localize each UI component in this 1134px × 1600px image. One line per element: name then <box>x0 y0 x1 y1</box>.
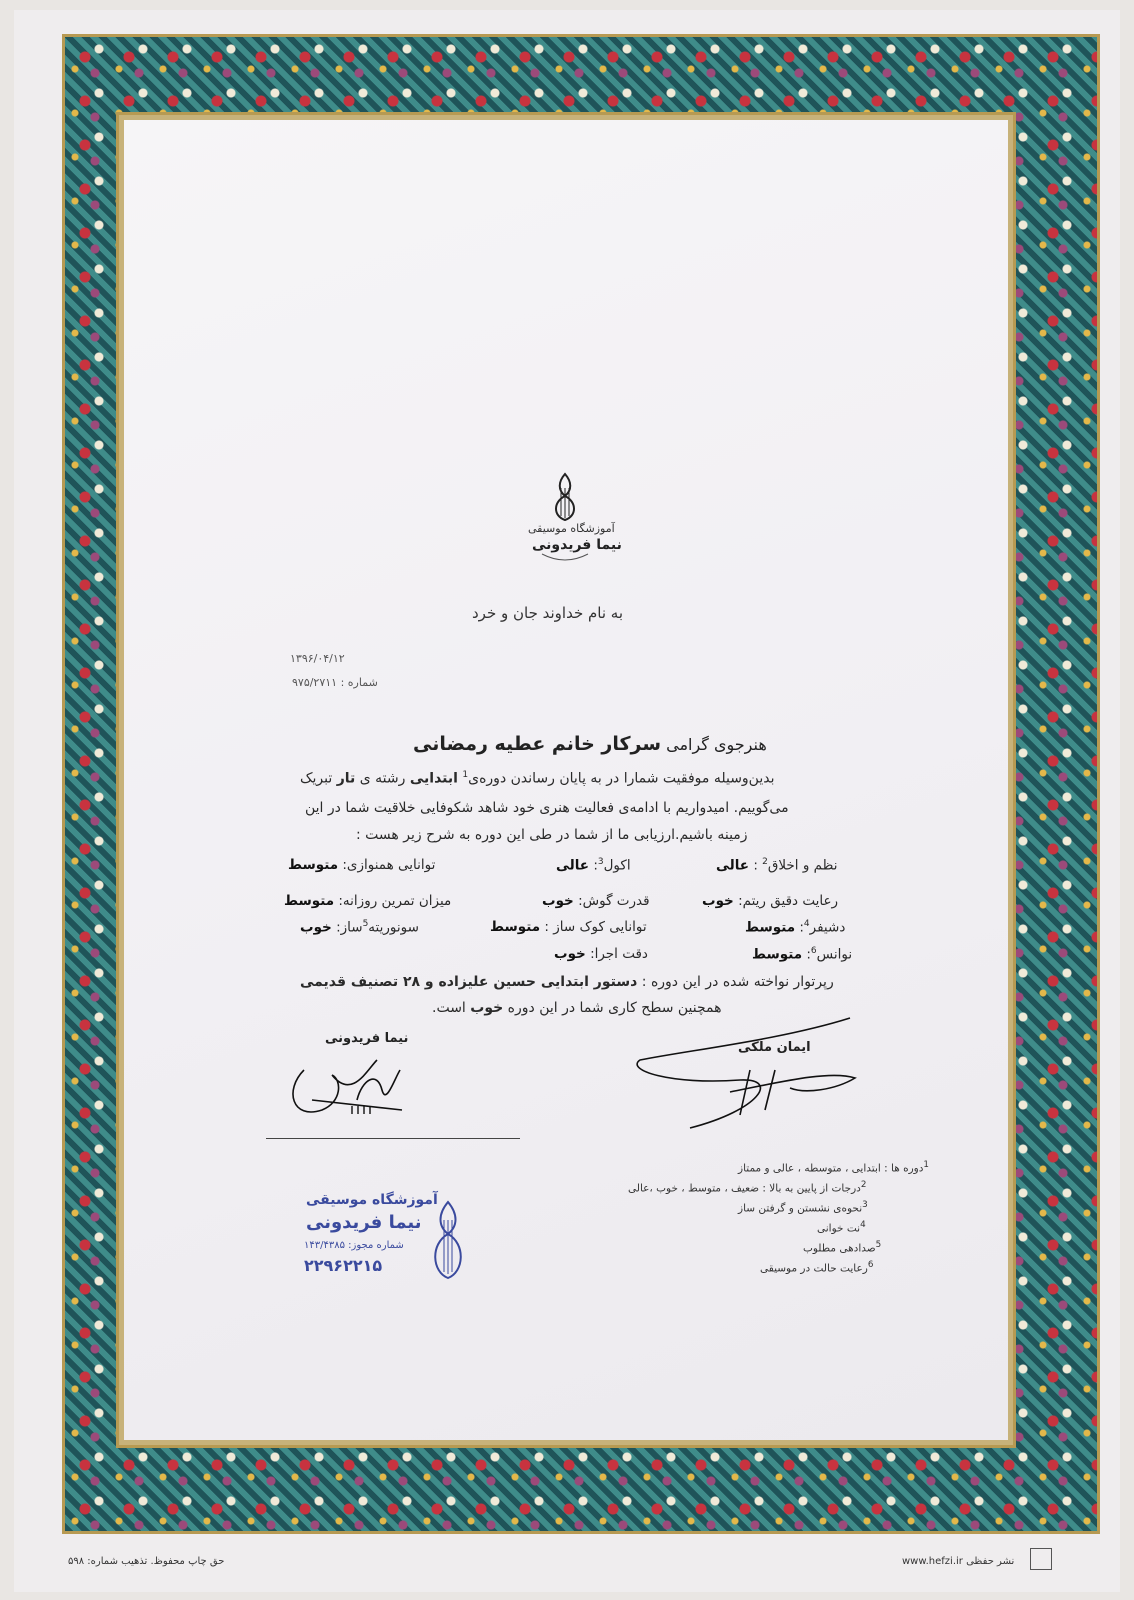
footnote-text: نحوه‌ی نشستن و گرفتن ساز <box>738 1202 863 1215</box>
school-stamp <box>296 1192 474 1292</box>
footnote-text: دوره ها : ابتدایی ، متوسطه ، عالی و ممتاز <box>738 1162 924 1175</box>
grade-rhythm <box>702 893 838 909</box>
stamp-license: شماره مجوز: ۱۴۳/۴۳۸۵ <box>304 1240 404 1251</box>
publisher-logo-icon <box>1030 1548 1052 1570</box>
grade-label: توانایی همنوازی: <box>342 857 436 873</box>
stamp-instrument-icon <box>426 1200 470 1282</box>
course-level: ابتدایی <box>409 770 458 787</box>
grade-value: خوب <box>300 919 332 936</box>
grade-value: عالی <box>716 857 750 874</box>
grade-tuning <box>490 919 647 935</box>
grade-value: متوسط <box>490 919 541 935</box>
repertoire-line <box>300 974 834 990</box>
grade-accuracy <box>554 946 648 962</box>
footnote-3: $^3$نحوه‌ی نشستن و گرفتن ساز <box>738 1200 868 1215</box>
recipient-name: سرکار خانم عطیه رمضانی <box>413 733 662 755</box>
footnote-4: $^4$نت خوانی <box>817 1220 866 1235</box>
footnote-text: درجات از پایین به بالا : ضعیف ، متوسط ، خوب ،عالی <box>628 1182 861 1195</box>
grade-ear <box>542 893 650 909</box>
grade-label: نظم و اخلاق <box>767 857 838 874</box>
grade-label-suffix: ساز: <box>336 919 363 936</box>
document-number: شماره : ۹۷۵/۲۷۱۱ <box>292 676 378 689</box>
grade-label: میزان تمرین روزانه: <box>338 893 452 909</box>
footnote-2: $^2$درجات از پایین به بالا : ضعیف ، متوسط ، خوب ،عالی <box>628 1180 867 1195</box>
grade-label: توانایی کوک ساز : <box>544 919 647 935</box>
footer-publisher: www.hefzi.ir نشر حفظی <box>902 1556 1015 1567</box>
right-signatory-name: ایمان ملکی <box>738 1040 811 1055</box>
footnote-1: $^1$دوره ها : ابتدایی ، متوسطه ، عالی و ممتاز <box>738 1160 929 1175</box>
logo-line2: نیما فریدونی <box>532 537 622 553</box>
body-line1-pre: بدین‌وسیله موفقیت شمارا در به پایان رساندن دوره‌ی <box>468 770 775 787</box>
body-line1-post: تبریک <box>300 770 333 787</box>
grade-value: عالی <box>556 857 590 874</box>
grade-label: اکول <box>603 857 631 874</box>
grade-label: دقت اجرا: <box>590 946 648 962</box>
stamp-line1: آموزشگاه موسیقی <box>306 1192 438 1208</box>
recipient-greeting <box>413 733 767 755</box>
left-signature <box>282 1040 422 1130</box>
grade-practice <box>284 893 451 909</box>
invocation-heading: به نام خداوند جان و خرد <box>472 604 624 622</box>
grade-sightreading: دشیفر$^4$: متوسط <box>745 919 846 936</box>
grade-value: خوب <box>554 946 586 962</box>
signature-line <box>266 1138 520 1139</box>
grade-value: متوسط <box>288 857 339 873</box>
grade-value: متوسط <box>752 946 803 963</box>
right-signature <box>630 1010 870 1140</box>
grade-value: خوب <box>542 893 574 909</box>
left-signatory-name: نیما فریدونی <box>325 1031 409 1046</box>
grade-nuance: نوانس$^6$: متوسط <box>752 946 853 963</box>
footnote-5: $^5$صدادهی مطلوب <box>803 1240 882 1255</box>
grade-sonority <box>300 919 419 936</box>
grade-value: متوسط <box>745 919 796 936</box>
stamp-line2: نیما فریدونی <box>306 1212 422 1233</box>
footnote-ref: 3 <box>597 857 604 867</box>
grade-label: نوانس <box>816 946 853 963</box>
grade-label: دشیفر <box>809 919 846 936</box>
grade-label: سونوریته <box>368 919 419 936</box>
level-post: است. <box>432 1000 466 1016</box>
grade-ecole: اکول$^3$: عالی <box>556 857 631 874</box>
grade-ensemble <box>288 857 435 873</box>
footnote-text: صدادهی مطلوب <box>803 1242 876 1255</box>
grade-label: قدرت گوش: <box>578 893 650 909</box>
grade-discipline: نظم و اخلاق$^2$ : عالی <box>716 857 838 874</box>
footnote-text: رعایت حالت در موسیقی <box>760 1262 868 1275</box>
level-pre: همچنین سطح کاری شما در این دوره <box>507 1000 722 1016</box>
issue-date: ۱۳۹۶/۰۴/۱۲ <box>290 652 345 665</box>
grade-value: متوسط <box>284 893 335 909</box>
footnote-text: نت خوانی <box>817 1222 861 1235</box>
footnote-ref: 2 <box>762 857 768 867</box>
footnote-ref: 4 <box>803 919 810 929</box>
greeting-prefix: هنرجوی گرامی <box>666 735 767 754</box>
stamp-phone: ۲۲۹۶۲۲۱۵ <box>304 1256 383 1275</box>
grade-value: خوب <box>702 893 734 909</box>
grade-label: رعایت دقیق ریتم: <box>738 893 839 909</box>
footnote-6: $^6$رعایت حالت در موسیقی <box>760 1260 874 1275</box>
footer-copyright: حق چاپ محفوظ. تذهیب شماره: ۵۹۸ <box>68 1556 225 1567</box>
body-line-2: می‌گوییم. امیدواریم با ادامه‌ی فعالیت هنری خود شاهد شکوفایی خلاقیت شما در این <box>305 800 789 816</box>
repertoire-label: رپرتوار نواخته شده در این دوره : <box>641 974 834 990</box>
logo-line1: آموزشگاه موسیقی <box>528 522 615 535</box>
body-line-1: بدین‌وسیله موفقیت شمارا در به پایان رساندن دوره‌ی$^1$ ابتدایی رشته ی تار تبریک <box>300 770 775 787</box>
repertoire-value: دستور ابتدایی حسین علیزاده و ۲۸ تصنیف قدیمی <box>300 974 638 990</box>
course-field: تار <box>336 770 356 787</box>
body-line1-mid: رشته ی <box>359 770 406 787</box>
overall-level: خوب <box>470 1000 504 1016</box>
body-line-3: زمینه باشیم.ارزیابی ما از شما در طی این دوره به شرح زیر هست : <box>356 827 748 843</box>
footnote-ref: 6 <box>810 946 817 956</box>
footnote-ref: 5 <box>362 919 369 929</box>
